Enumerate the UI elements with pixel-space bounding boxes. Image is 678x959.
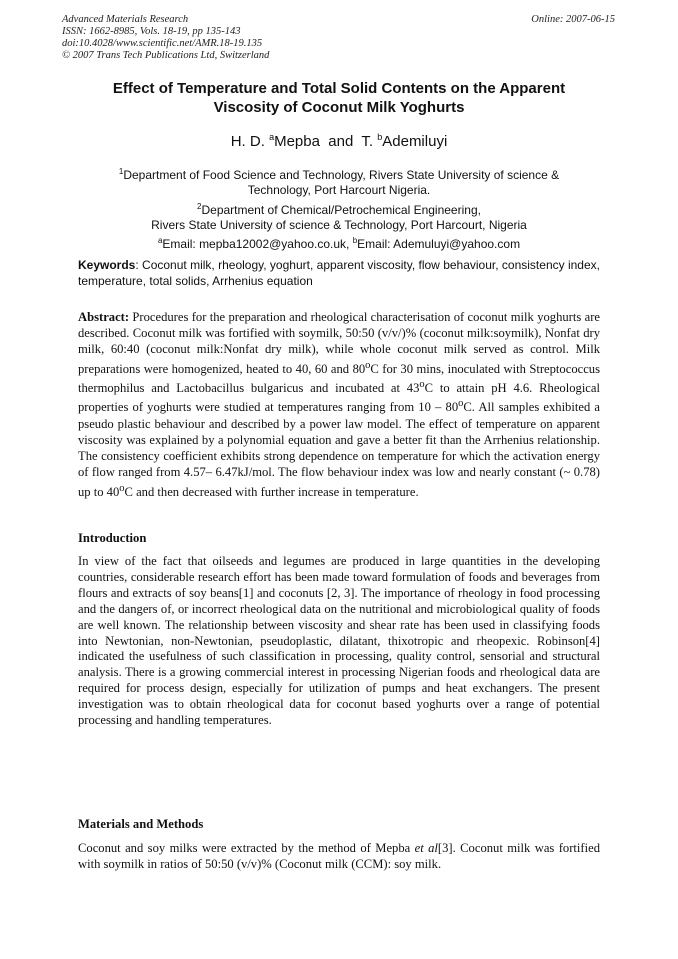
abstract-text-1: Procedures for the preparation and rheological characterisation of coconut milk yoghurts are described. Coconut milk was fortified with soymilk, 50:50 (v/v/)% (coconut milk:soymilk), Nonfat dry milk, 60:40 (coconut milk:Nonfat dry milk), while whole coconut milk served as control. Milk preparations were homogenized, heated to 40, 60 and 80 <box>78 310 600 376</box>
affiliation-2-line-1: Department of Chemical/Petrochemical Engineering, <box>201 202 481 217</box>
author-1-initials: H. D. <box>230 133 270 150</box>
keywords-text: : Coconut milk, rheology, yoghurt, apparent viscosity, flow behaviour, consistency index, temperature, total solids, Arrhenius equation <box>78 258 600 288</box>
keywords-label: Keywords <box>78 258 136 272</box>
email-a-link[interactable]: Email: mepba12002@yahoo.co.uk, <box>162 237 353 252</box>
introduction-text: In view of the fact that oilseeds and legumes are produced in large quantities in the developing countries, considerable research effort has been made toward formulation of foods and beverages from flours and extracts of soy beans[1] and coconuts [2, 3]. The importance of rheology in food processing and the dangers of, or incorrect rheological data on the nutritional and microbiological quality of foods are well known. The relationship between viscosity and shear rate has been used in classifying foods into Newtonian, non-Newtonian, pseudoplastic, dilatant, thixotropic and rheopexic. Robinson[4] indicated the usefulness of such classification in processing, quality control, sensorial and structural analysis. There is a growing commercial interest in processing Nigerian foods and rheological data are required for process design, especially for utilization of pumps and heat exchangers. The present investigation was to obtain rheological data for coconut based yoghurts over a range of potential processing and handling temperatures. <box>78 554 600 728</box>
methods-text-1: Coconut and soy milks were extracted by the method of Mepba <box>78 841 415 855</box>
affiliation-1-mark: 1 <box>118 167 124 176</box>
methods-text-2: [3]. Coconut milk was fortified with soymilk in ratios of 50:50 (v/v)% (Coconut milk (CCM): soy milk. <box>78 841 600 872</box>
email-a-mark: a <box>157 236 163 246</box>
author-2-name: Ademiluyi <box>382 133 448 150</box>
paper-title <box>70 79 608 117</box>
affiliation-2-line-2: Rivers State University of science & Technology, Port Harcourt, Nigeria <box>151 217 527 232</box>
author-1-name: Mepba <box>274 133 320 150</box>
email-b-mark: b <box>352 236 358 246</box>
journal-header <box>62 14 269 62</box>
degree-mark: o <box>419 379 425 390</box>
journal-name: Advanced Materials Research <box>62 14 189 25</box>
title-line-2: Viscosity of Coconut Milk Yoghurts <box>213 99 465 116</box>
affiliation-2-mark: 2 <box>197 201 202 211</box>
author-2-mark: b <box>377 132 383 142</box>
affiliations <box>70 164 608 252</box>
degree-mark: o <box>119 482 125 494</box>
title-line-1: Effect of Temperature and Total Solid Contents on the Apparent <box>112 80 566 97</box>
methods-text <box>78 840 600 872</box>
author-1-mark: a <box>269 132 275 142</box>
keywords <box>78 258 600 289</box>
email-b-link[interactable]: Email: Ademuluyi@yahoo.com <box>357 237 521 252</box>
degree-mark: o <box>365 359 371 371</box>
abstract <box>78 309 600 500</box>
author-list <box>70 132 608 150</box>
methods-heading: Materials and Methods <box>78 817 204 831</box>
email-line <box>70 233 608 252</box>
author-conjunction: and <box>319 133 362 150</box>
affiliation-1-line-1: Department of Food Science and Technology, Rivers State University of science & <box>123 168 560 182</box>
abstract-text-4: C. All samples exhibited a pseudo plastic behaviour and described by a power law model. The effect of temperature on apparent viscosity was explained by a polynomial equation and gave a better fit than the Arrhenius relationship. The consistency coefficient exhibits strong dependence on temperature for which the activation energy of flow ranged from 4.57– 6.47kJ/mol. The flow behaviour index was low and nearly constant (~ 0.78) up to 40 <box>78 400 600 499</box>
abstract-text-2: C for 30 mins, inoculated with Streptococcus thermophilus and Lactobacillus bulgaricus and incubated at 43 <box>78 361 600 396</box>
abstract-label: Abstract: <box>78 310 130 324</box>
affiliation-1 <box>70 164 608 183</box>
methods-et-al: et al <box>414 841 438 855</box>
abstract-text-3: C to attain pH 4.6. Rheological properties of yoghurts were studied at temperatures ranging from 10 – 80 <box>78 381 600 415</box>
doi-line: doi:10.4028/www.scientific.net/AMR.18-19.135 <box>62 38 263 49</box>
affiliation-2 <box>70 199 608 218</box>
online-date: Online: 2007-06-15 <box>531 14 615 25</box>
author-2-initials: T. <box>361 133 378 150</box>
issn-line: ISSN: 1662-8985, Vols. 18-19, pp 135-143 <box>62 26 241 37</box>
copyright-line: © 2007 Trans Tech Publications Ltd, Switzerland <box>62 50 270 61</box>
abstract-text-5: C and then decreased with further increase in temperature. <box>124 484 419 499</box>
introduction-heading: Introduction <box>78 531 147 545</box>
affiliation-1-line-2: Technology, Port Harcourt Nigeria. <box>247 183 431 198</box>
degree-mark: o <box>458 398 464 410</box>
